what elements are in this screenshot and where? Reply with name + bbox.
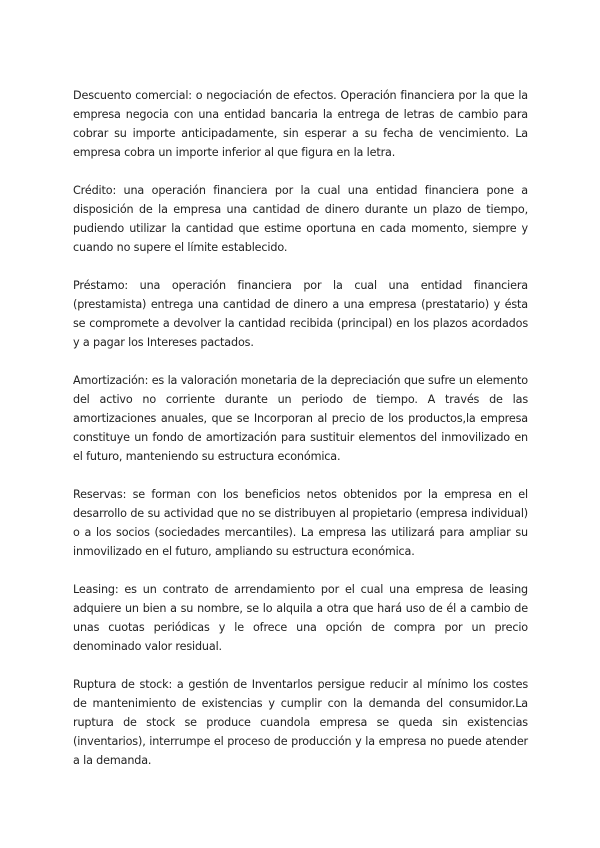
paragraph-prestamo: Préstamo: una operación financiera por la cual una entidad financiera (prestamista) entrega una cantidad de dinero a una empresa (prestatario) y ésta se compromete a devolver la cantidad recibida (principal) en los plazos acordados y a pagar los Intereses pactados. — [73, 279, 528, 349]
paragraph-reservas: Reservas: se forman con los beneficios netos obtenidos por la empresa en el desarrollo de su actividad que no se distribuyen al propietario (empresa individual) o a los socios (sociedades mercantiles). La empresa las utilizará para ampliar su inmovilizado en el futuro, ampliando su estructura económica. — [73, 488, 528, 558]
paragraph-leasing: Leasing: es un contrato de arrendamiento por el cual una empresa de leasing adquiere un bien a su nombre, se lo alquila a otra que hará uso de él a cambio de unas cuotas periódicas y le ofrece una opción de compra por un precio denominado valor residual. — [73, 583, 528, 653]
paragraph-amortizacion: Amortización: es la valoración monetaria de la depreciación que sufre un elemento del activo no corriente durante un periodo de tiempo. A través de las amortizaciones anuales, que se Incorporan al precio de los productos,la empresa constituye un fondo de amortización para sustituir elementos del inmovilizado en el futuro, manteniendo su estructura económica. — [73, 374, 528, 463]
paragraph-descuento-comercial: Descuento comercial: o negociación de efectos. Operación financiera por la que la empresa negocia con una entidad bancaria la entrega de letras de cambio para cobrar su importe anticipadamente, sin esperar a su fecha de vencimiento. La empresa cobra un importe inferior al que figura en la letra. — [73, 89, 528, 159]
paragraph-credito: Crédito: una operación financiera por la cual una entidad financiera pone a disposición de la empresa una cantidad de dinero durante un plazo de tiempo, pudiendo utilizar la cantidad que estime oportuna en cada momento, siempre y cuando no supere el límite establecido. — [73, 184, 528, 254]
document-page — [73, 86, 528, 770]
paragraph-ruptura-de-stock: Ruptura de stock: a gestión de Inventarlos persigue reducir al mínimo los costes de mantenimiento de existencias y cumplir con la demanda del consumidor.La ruptura de stock se produce cuandola empresa se queda sin existencias (inventarios), interrumpe el proceso de producción y la empresa no puede atender a la demanda. — [73, 678, 528, 767]
